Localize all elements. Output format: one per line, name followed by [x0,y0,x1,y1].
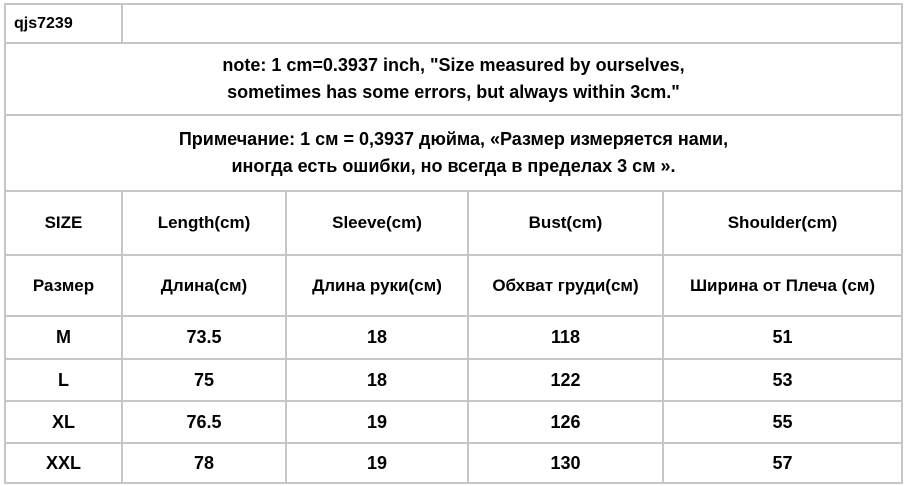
shoulder-cell: 53 [772,369,793,390]
bust-cell: 118 [550,327,581,347]
shoulder-cell: 55 [772,411,793,432]
size-cell: L [58,369,69,390]
sleeve-cell: 19 [366,411,388,432]
note-russian-line-1: Примечание: 1 см = 0,3937 дюйма, «Размер измеряется нами, [178,129,729,149]
shoulder-cell: 57 [772,452,793,473]
shoulder-cell: 51 [772,327,793,347]
note-english-line-2: sometimes has some errors, but always within 3cm." [227,82,680,102]
bust-cell: 122 [550,369,581,390]
bust-cell: 130 [550,452,581,473]
size-cell: M [56,327,71,347]
product-code: qjs7239 [14,14,73,32]
header-bust: Bust(cm) [528,213,603,232]
header-shoulder: Shoulder(cm) [727,213,838,232]
header-bust-ru: Обхват груди(см) [492,275,639,295]
header-length: Length(cm) [157,213,251,232]
size-cell: XXL [45,452,81,473]
header-sleeve-ru: Длина руки(см) [312,275,442,295]
sleeve-cell: 18 [366,369,388,390]
bust-cell: 126 [550,411,581,432]
header-size: SIZE [44,213,83,232]
column-divider [121,3,123,43]
header-shoulder-ru: Ширина от Плеча (см) [689,275,876,295]
sleeve-cell: 19 [366,452,388,473]
sleeve-cell: 18 [366,327,388,347]
note-russian [6,116,901,190]
size-cell: XL [51,411,75,432]
note-english-line-1: note: 1 cm=0.3937 inch, "Size measured by ourselves, [222,55,685,75]
length-cell: 76.5 [186,411,222,432]
length-cell: 78 [193,452,215,473]
note-english [6,44,901,114]
header-length-ru: Длина(см) [160,275,248,295]
header-sleeve: Sleeve(cm) [332,213,422,232]
header-size-ru: Размер [32,275,95,295]
length-cell: 73.5 [186,327,222,347]
note-russian-line-2: иногда есть ошибки, но всегда в пределах 3 см ». [231,156,676,176]
length-cell: 75 [193,369,215,390]
